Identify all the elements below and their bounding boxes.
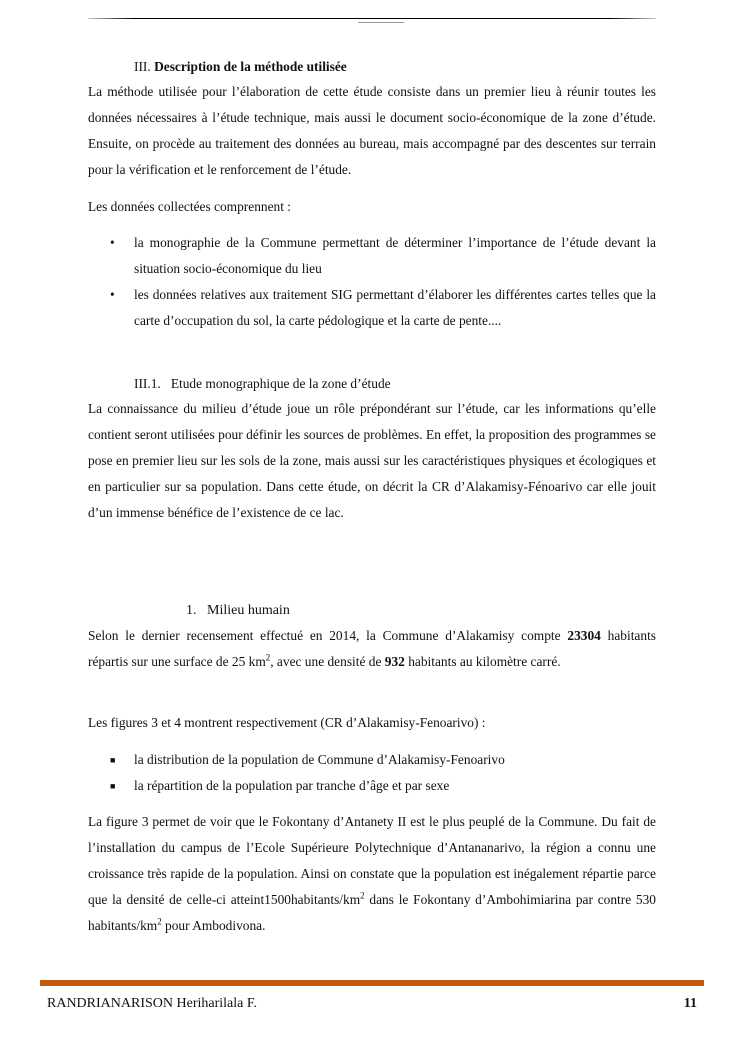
data-list — [88, 230, 656, 334]
paragraph-monography: La connaissance du milieu d’étude joue un rôle prépondérant sur l’étude, car les informations qu’elle contient seront utilisées pour définir les sources de problèmes. En effet, la proposition des programmes se pose en premier lieu sur les sols de la zone, mais aussi sur les caractéristiques physiques et écologiques et en particulier sur sa population. Dans cette étude, on décrit la CR d’Alakamisy-Fénoarivo car elle jouit d’un immense bénéfice de l’existence de ce lac. — [88, 401, 656, 520]
header-rule-accent — [358, 22, 404, 23]
paragraph-data-intro: Les données collectées comprennent : — [88, 199, 292, 214]
section-heading-3-1: III.1. Etude monographique de la zone d’étude — [134, 376, 391, 391]
population-value: 23304 — [567, 628, 601, 643]
list-item: • les données relatives aux traitement SIG permettant d’élaborer les différentes cartes telles que la carte d’occupation du sol, la carte pédologique et la carte de pente.... — [88, 282, 656, 334]
footer-author: RANDRIANARISON Heriharilala F. — [47, 996, 258, 1011]
square-bullet-icon: ■ — [110, 755, 116, 765]
density-value: 932 — [384, 654, 405, 669]
figures-list — [88, 747, 656, 799]
paragraph-figure3: La figure 3 permet de voir que le Fokontany d’Antanety II est le plus peuplé de la Commune. Du fait de l’installation du campus de l’Ecole Supérieure Polytechnique d’Antananarivo, la région a connu une croissance très rapide de la population. Ainsi on constate que la population est inégalement répartie parce que la densité de celle-ci $atteint1500habitants/km^2$ dans le Fokontany d’Ambohimiarina par contre 530 habitants/$km^2$ pour Ambodivona. — [88, 814, 657, 933]
list-item: ■ la distribution de la population de Commune d’Alakamisy-Fenoarivo — [88, 747, 656, 773]
list-item: ■ la répartition de la population par tranche d’âge et par sexe — [88, 773, 656, 799]
subsection-heading-1: 1. Milieu humain — [186, 603, 290, 618]
footer-bar — [40, 980, 704, 986]
bullet-icon: • — [110, 235, 115, 250]
paragraph-census: Selon le dernier recensement effectué en 2014, la Commune d’Alakamisy compte 23304 habitants répartis sur une surface de 25 $km^2$, avec une densité de 932 habitants au kilomètre carré. — [88, 628, 656, 669]
paragraph-figures-intro: Les figures 3 et 4 montrent respectivement (CR d’Alakamisy-Fenoarivo) : — [88, 715, 486, 730]
square-bullet-icon: ■ — [110, 781, 116, 791]
page-number: 11 — [683, 996, 697, 1011]
header-rule — [88, 18, 656, 19]
paragraph-method: La méthode utilisée pour l’élaboration de cette étude consiste dans un premier lieu à réunir toutes les données nécessaires à l’étude technique, mais aussi le document socio-économique de la zone d’étude. Ensuite, on procède au traitement des données au bureau, mais accompagné par des descentes sur terrain pour la vérification et le renforcement de l’étude. — [88, 84, 656, 177]
section-heading-3: III. Description de la méthode utilisée — [134, 59, 347, 74]
list-item: • la monographie de la Commune permettant de déterminer l’importance de l’étude devant la situation socio-économique du lieu — [88, 230, 656, 282]
bullet-icon: • — [110, 287, 115, 302]
